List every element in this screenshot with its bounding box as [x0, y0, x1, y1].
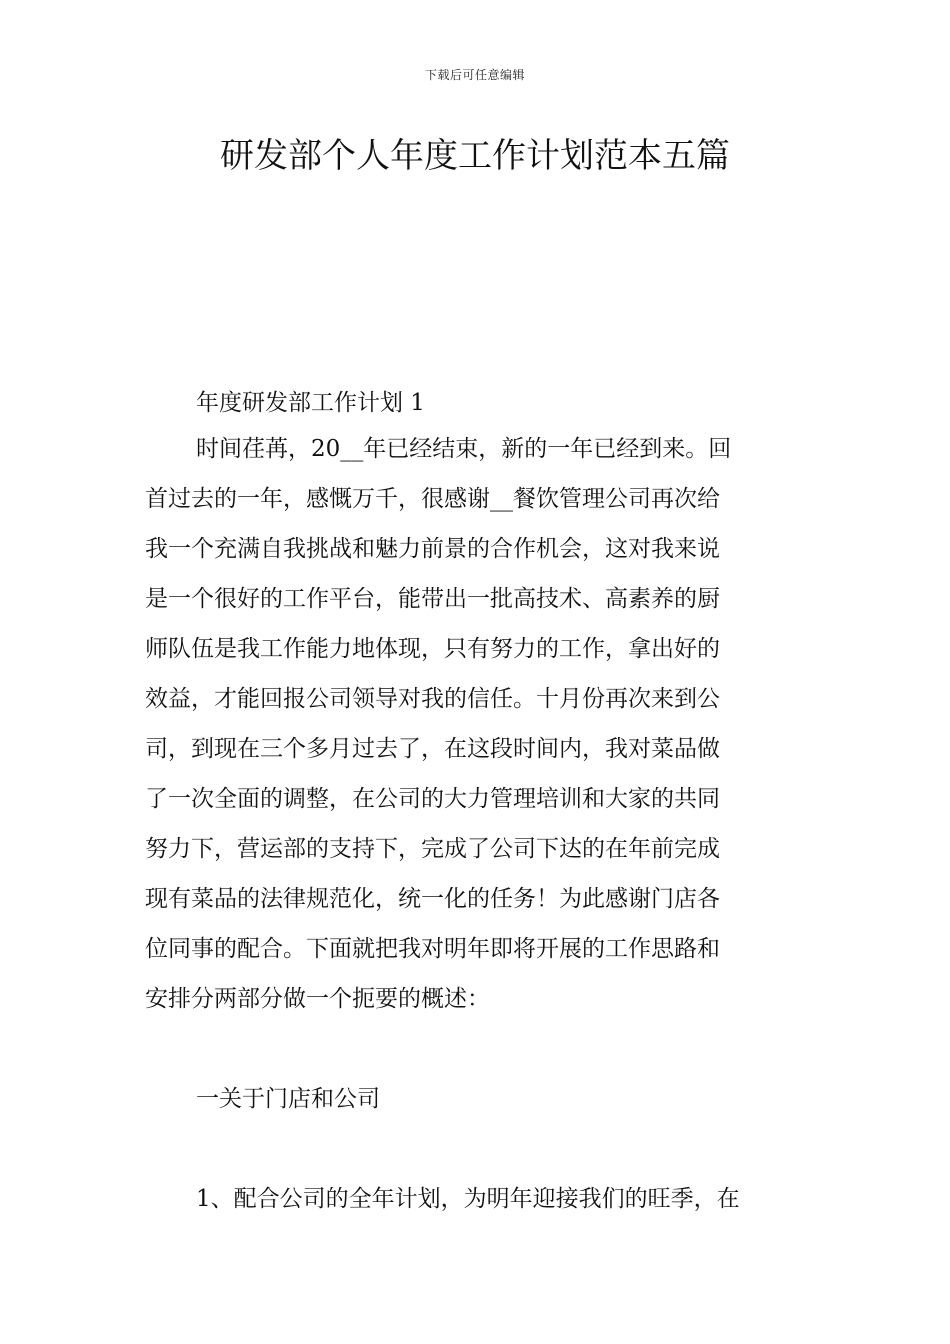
paragraph-line: 司，到现在三个多月过去了，在这段时间内，我对菜品做 [145, 736, 720, 762]
paragraph-line: 位同事的配合。下面就把我对明年即将开展的工作思路和 [145, 936, 720, 962]
list-item-1: 1、配合公司的全年计划，为明年迎接我们的旺季，在 [196, 1186, 740, 1212]
paragraph-line: 了一次全面的调整，在公司的大力管理培训和大家的共同 [145, 786, 720, 812]
paragraph-line: 是一个很好的工作平台，能带出一批高技术、高素养的厨 [145, 586, 720, 612]
paragraph-line: 首过去的一年，感慨万千，很感谢__餐饮管理公司再次给 [145, 486, 720, 512]
paragraph-line: 努力下，营运部的支持下，完成了公司下达的在年前完成 [145, 836, 720, 862]
document-title: 研发部个人年度工作计划范本五篇 [220, 136, 730, 176]
paragraph-line: 效益，才能回报公司领导对我的信任。十月份再次来到公 [145, 686, 720, 712]
subheading: 一关于门店和公司 [196, 1086, 380, 1112]
paragraph-line: 我一个充满自我挑战和魅力前景的合作机会，这对我来说 [145, 536, 720, 562]
paragraph-line: 时间荏苒，20__年已经结束，新的一年已经到来。回 [196, 436, 732, 462]
body-paragraph [145, 424, 810, 1024]
section-heading: 年度研发部工作计划 1 [196, 390, 425, 416]
paragraph-line: 安排分两部分做一个扼要的概述： [145, 986, 490, 1012]
header-note: 下载后可任意编辑 [424, 68, 525, 82]
paragraph-line: 师队伍是我工作能力地体现，只有努力的工作，拿出好的 [145, 636, 720, 662]
paragraph-line: 现有菜品的法律规范化，统一化的任务！为此感谢门店各 [145, 886, 720, 912]
